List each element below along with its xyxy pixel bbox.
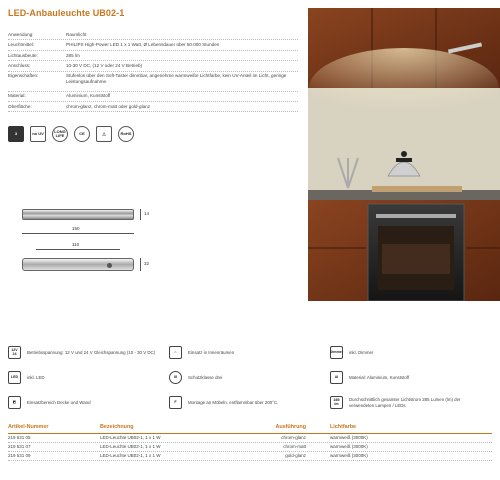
warranty-3-years-badge: 3 (8, 126, 24, 142)
feature-item: 12V 24 Betriebsspannung: 12 V und 24 V Gleichspannung (10 - 30 V DC) (8, 346, 169, 359)
dim-height-front: 32 (144, 261, 150, 266)
indoor-icon: ⌂ (169, 346, 182, 359)
kitchen-product-photo (308, 8, 500, 301)
led-icon: LED (8, 371, 21, 384)
header-finish: Ausführung (275, 424, 306, 430)
ce-mark-badge: CE (74, 126, 90, 142)
dim-length-total: 150 (72, 226, 80, 231)
header-article-number: Artikel-Nummer (8, 424, 49, 430)
feature-item: 285 lm Durchschnittlich gesamter Lichtstrom 285 Lumen (lm) der verwendeten Lampen / LEDs (330, 396, 491, 409)
spec-row: Oberfläche: chrom-glanz, chrom-matt oder gold-glanz (8, 102, 298, 112)
protection-class-badge: △ (96, 126, 112, 142)
header-light-color: Lichtfarbe (330, 424, 357, 430)
dim-height-side: 14 (144, 211, 150, 216)
product-title: LED-Anbauleuchte UB02-1 (8, 8, 125, 18)
header-designation: Bezeichnung (100, 424, 134, 430)
feature-row (8, 390, 492, 415)
feature-row (8, 340, 492, 365)
dimmer-knob (107, 263, 112, 268)
spec-row: Anwendung: Raumlicht (8, 30, 298, 40)
dim-line (36, 249, 120, 250)
table-row: 219 531 09 LED-Leuchte UB02-1, 1 x 1 W gold-glanz warmweiß (3000K) (8, 452, 492, 461)
feature-row (8, 365, 492, 390)
furniture-mount-icon: F (169, 396, 182, 409)
feature-item: ◩ Einsatzbereich Decke und Wand (8, 396, 169, 409)
long-life-badge: LONG LIFE (52, 126, 68, 142)
lamp-side-view (22, 209, 134, 220)
dimmer-icon: Dimmer (330, 346, 343, 359)
table-header (8, 424, 492, 434)
spec-row: Leuchtmittel: PHILIPS High-Power LED 1 x 1 Watt, Ø Lebensdauer über 50.000 Stunden (8, 40, 298, 50)
dim-line (22, 233, 134, 234)
certification-badges (8, 126, 134, 142)
table-row: 219 531 07 LED-Leuchte UB02-1, 1 x 1 W chrom-matt warmweiß (3000K) (8, 443, 492, 452)
dim-length-inner: 110 (72, 242, 80, 247)
protection-class-icon: III (169, 371, 182, 384)
feature-item: ⌂ Einsatz in Innenräumen (169, 346, 330, 359)
dimension-drawing (8, 195, 158, 295)
feature-item: Dimmer inkl. Dimmer (330, 346, 491, 359)
rohs-badge: RoHS (118, 126, 134, 142)
spec-row: Material: Aluminium, Kunststoff (8, 92, 298, 102)
dim-line (140, 209, 141, 220)
feature-item: LED inkl. LED (8, 371, 169, 384)
feature-item: Al Material: Aluminium, Kunststoff (330, 371, 491, 384)
spec-row: Lichtausbeute: 285 lm (8, 51, 298, 61)
spec-row: Anschluss: 10-30 V DC, (12 V oder 24 V Betrieb) (8, 61, 298, 71)
no-uv-badge: no UV (30, 126, 46, 142)
mounting-area-icon: ◩ (8, 396, 21, 409)
spec-list (8, 30, 298, 112)
article-table (8, 424, 492, 461)
material-icon: Al (330, 371, 343, 384)
dim-line (140, 258, 141, 271)
table-row: 219 531 05 LED-Leuchte UB02-1, 1 x 1 W chrom-glanz warmweiß (3000K) (8, 434, 492, 443)
voltage-icon: 12V 24 (8, 346, 21, 359)
feature-grid (8, 340, 492, 415)
spec-row: Eigenschaften: Stufenlos über den Soft-Taster dimmbar, angenehme warmweiße Lichtfarbe, kein UV-Anteil im Licht, geringe Leistungsaufnahme. (8, 72, 298, 92)
feature-item: III Schutzklasse drei (169, 371, 330, 384)
lamp-front-view (22, 258, 134, 271)
luminous-flux-icon: 285 lm (330, 396, 343, 409)
feature-item: F Montage an Möbeln, entflammbar über 200°C. (169, 396, 330, 409)
